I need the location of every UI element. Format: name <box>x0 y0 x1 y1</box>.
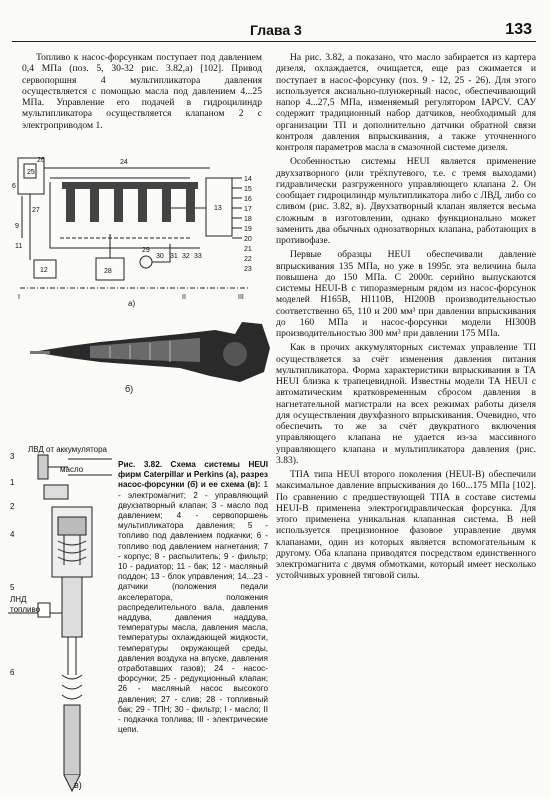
figure-c-svg <box>8 445 116 795</box>
right-paragraph-5: ТПА типа HEUI второго поколения (HEUI-B) обеспечили максимальное давление впрыскивания до 160...175 МПа [102]. По сравнению с предшествующей ТПА в составе системы HEUI-B применена электрогидравлическая форсунка. Для этого применена уникальная клапанная система. В ней используется прецизионное фазовое управление двумя клапанами, один из которых является вспомогательным к другому. Оба клапана приводятся посредством единственного электромагнита с двумя обмотками, который имеет несколько устойчивых уровней тяговой силы. <box>276 469 536 582</box>
right-paragraph-2: Особенностью системы HEUI является применение двухзатворного (или трёхпутевого, т.е. с тремя выходами) гидравлически разгруженного управляющего клапана 2. Он сообщает гидроцилиндр мультипликатора либо с ЛВД, либо со сливом (рис. 3.82, в). Двухзатворный клапан является весьма сложным в изготовлении, однако функционально может заменить два обычных однозатворных клапана, работающих в противофазе. <box>276 156 536 246</box>
callout-29: 29 <box>142 247 150 254</box>
callout-31: 31 <box>170 253 178 260</box>
right-column-text <box>276 52 536 582</box>
lift-pump-29 <box>140 256 152 268</box>
callout-c-6: 6 <box>10 668 15 677</box>
caption-body: 1 - электромагнит; 2 - управляющий двухзатворный клапан; 3 - масло под давлением; 4 - сервопоршень мультипликатора давления; 5 - топливо под давлением подкачки; 6 - топливо под давлением нагнетания; 7 - корпус; 8 - распылитель; 9 - фильтр; 10 - радиатор; 11 - бак; 12 - масляный поддон; 13 - блок управления; 14...23 - датчики (положения педали акселератора, положения распределительного вала, давления наддува, давления наддува, температуры масла, давления масла, температуры охлаждающей жидкости, температуры окружающей среды, давления воздуха на впуске, давления отработавших газов); 24 - насос-форсунки; 25 - редукционный клапан; 26 - масляный насос высокого давления; 27 - слив; 28 - топливный бак; 29 - ТПН; 30 - фильтр; I - масло; II - подкачка топлива; III - электрические цепи. <box>118 480 268 735</box>
header-rule <box>12 41 536 42</box>
callout-23: 23 <box>244 266 252 273</box>
roman-II: II <box>182 294 186 301</box>
callout-18: 18 <box>244 216 252 223</box>
callout-14: 14 <box>244 176 252 183</box>
callout-13: 13 <box>214 205 222 212</box>
callout-27: 27 <box>32 207 40 214</box>
figure-c-injector-schematic <box>8 445 116 795</box>
callout-26: 26 <box>37 157 45 164</box>
callout-11: 11 <box>15 243 23 250</box>
callout-32: 32 <box>182 253 190 260</box>
right-paragraph-1: На рис. 3.82, а показано, что масло забирается из картера дизеля, охлаждается, очищается, еще раз сжимается и поступает в насос-форсунку (поз. 9 - 12, 25 - 26). Для этого используется аксиально-плунжерный насос, обеспечивающий напор 4...27,5 МПа, изменяемый регулятором IAPCV. САУ содержит традиционный набор датчиков, необходимый для организации ТП и дополнительно датчики обратной связи контроля давления впрыскивания, а также уточненного контроля параметров масла в смазочной системе дизеля. <box>276 52 536 153</box>
callout-30: 30 <box>156 253 164 260</box>
callout-19: 19 <box>244 226 252 233</box>
lnd-label: ЛНД <box>10 595 27 604</box>
lvd-from-accumulator-label: ЛВД от аккумулятора <box>28 445 107 454</box>
electromagnet-1 <box>38 455 48 479</box>
callout-15: 15 <box>244 186 252 193</box>
callout-22: 22 <box>244 256 252 263</box>
callout-21: 21 <box>244 246 252 253</box>
nozzle-8 <box>64 705 80 775</box>
callout-28: 28 <box>104 268 112 275</box>
figure-b-svg <box>30 312 275 400</box>
callout-c-4: 4 <box>10 530 15 539</box>
callout-12: 12 <box>40 267 48 274</box>
page-number: 133 <box>505 21 532 38</box>
callout-9: 9 <box>15 223 19 230</box>
callout-17: 17 <box>244 206 252 213</box>
figure-a-system-diagram <box>10 148 260 308</box>
callout-c-3: 3 <box>10 452 15 461</box>
fuel-label: топливо <box>10 605 41 614</box>
right-paragraph-3: Первые образцы HEUI обеспечивали давление впрыскивания 135 МПа, но уже в 1995г. эта величина была повышена до 150 МПа. С 2000г. серийно выпускаются системы HEUI-B с типоразмерным рядом из насос-форсунок моделей H165B, HI110B, HI200B производительностью соответственно 65, 110 и 200 мм³ при давлении впрыскивания до 160 МПа и насос-форсунки модели HI300B производительностью 300 мм³ при давлении 175 МПа. <box>276 249 536 339</box>
control-valve-2 <box>44 485 68 499</box>
callout-c-1: 1 <box>10 478 15 487</box>
callout-c-5: 5 <box>10 583 15 592</box>
callout-20: 20 <box>244 236 252 243</box>
oil-label: масло <box>60 465 84 474</box>
callout-c-2: 2 <box>10 502 15 511</box>
figure-a-label: а) <box>128 299 136 308</box>
callout-25: 25 <box>27 169 35 176</box>
left-paragraph: Топливо к насос-форсункам поступает под давлением 0,4 МПа (поз. 5, 30-32 рис. 3.82,а) [102]. Привод сервопоршня 4 мультипликатора давления осуществляется с помощью масла под давлением 4...25 МПа. Управление его подачей в гидроцилиндр мультипликатора осуществляется клапаном 2 с электроприводом 1. <box>22 52 262 131</box>
figure-c-label: в) <box>74 780 82 790</box>
callout-33: 33 <box>194 253 202 260</box>
callout-6: 6 <box>12 183 16 190</box>
figure-b-injector-cutaway <box>30 312 275 400</box>
servopiston-4 <box>58 517 86 535</box>
roman-III: III <box>238 294 244 301</box>
chapter-title: Глава 3 <box>250 22 302 38</box>
callout-16: 16 <box>244 196 252 203</box>
callout-24: 24 <box>120 159 128 166</box>
left-column-text <box>22 52 262 131</box>
caption-title: Рис. 3.82. Схема системы HEUI фирм Caterpillar и Perkins (а), разрез насос-форсунки (б) и ее схема (в): <box>118 460 268 490</box>
right-paragraph-4: Как в прочих аккумуляторных системах управление ТП осуществляется за счёт изменения давления питания мультипликатора. Форма характеристики впрыскивания в ТА HEUI близка к трапецевидной. Известны модели ТА HEUI с автоматическим кратковременным сбросом давления в нагнетательной магистрали на всех режимах работы дизеля для осуществления двухфазного впрыскивания. Очевидно, что обеспечить то же за счёт двукратного включения управляющего клапана не удается из-за массивного управляющего клапана и мультипликатора давления (рис. 3.83). <box>276 342 536 466</box>
figure-a-svg <box>10 148 260 308</box>
figure-b-label: б) <box>125 384 134 394</box>
figure-caption <box>118 460 268 735</box>
roman-I: I <box>18 294 20 301</box>
